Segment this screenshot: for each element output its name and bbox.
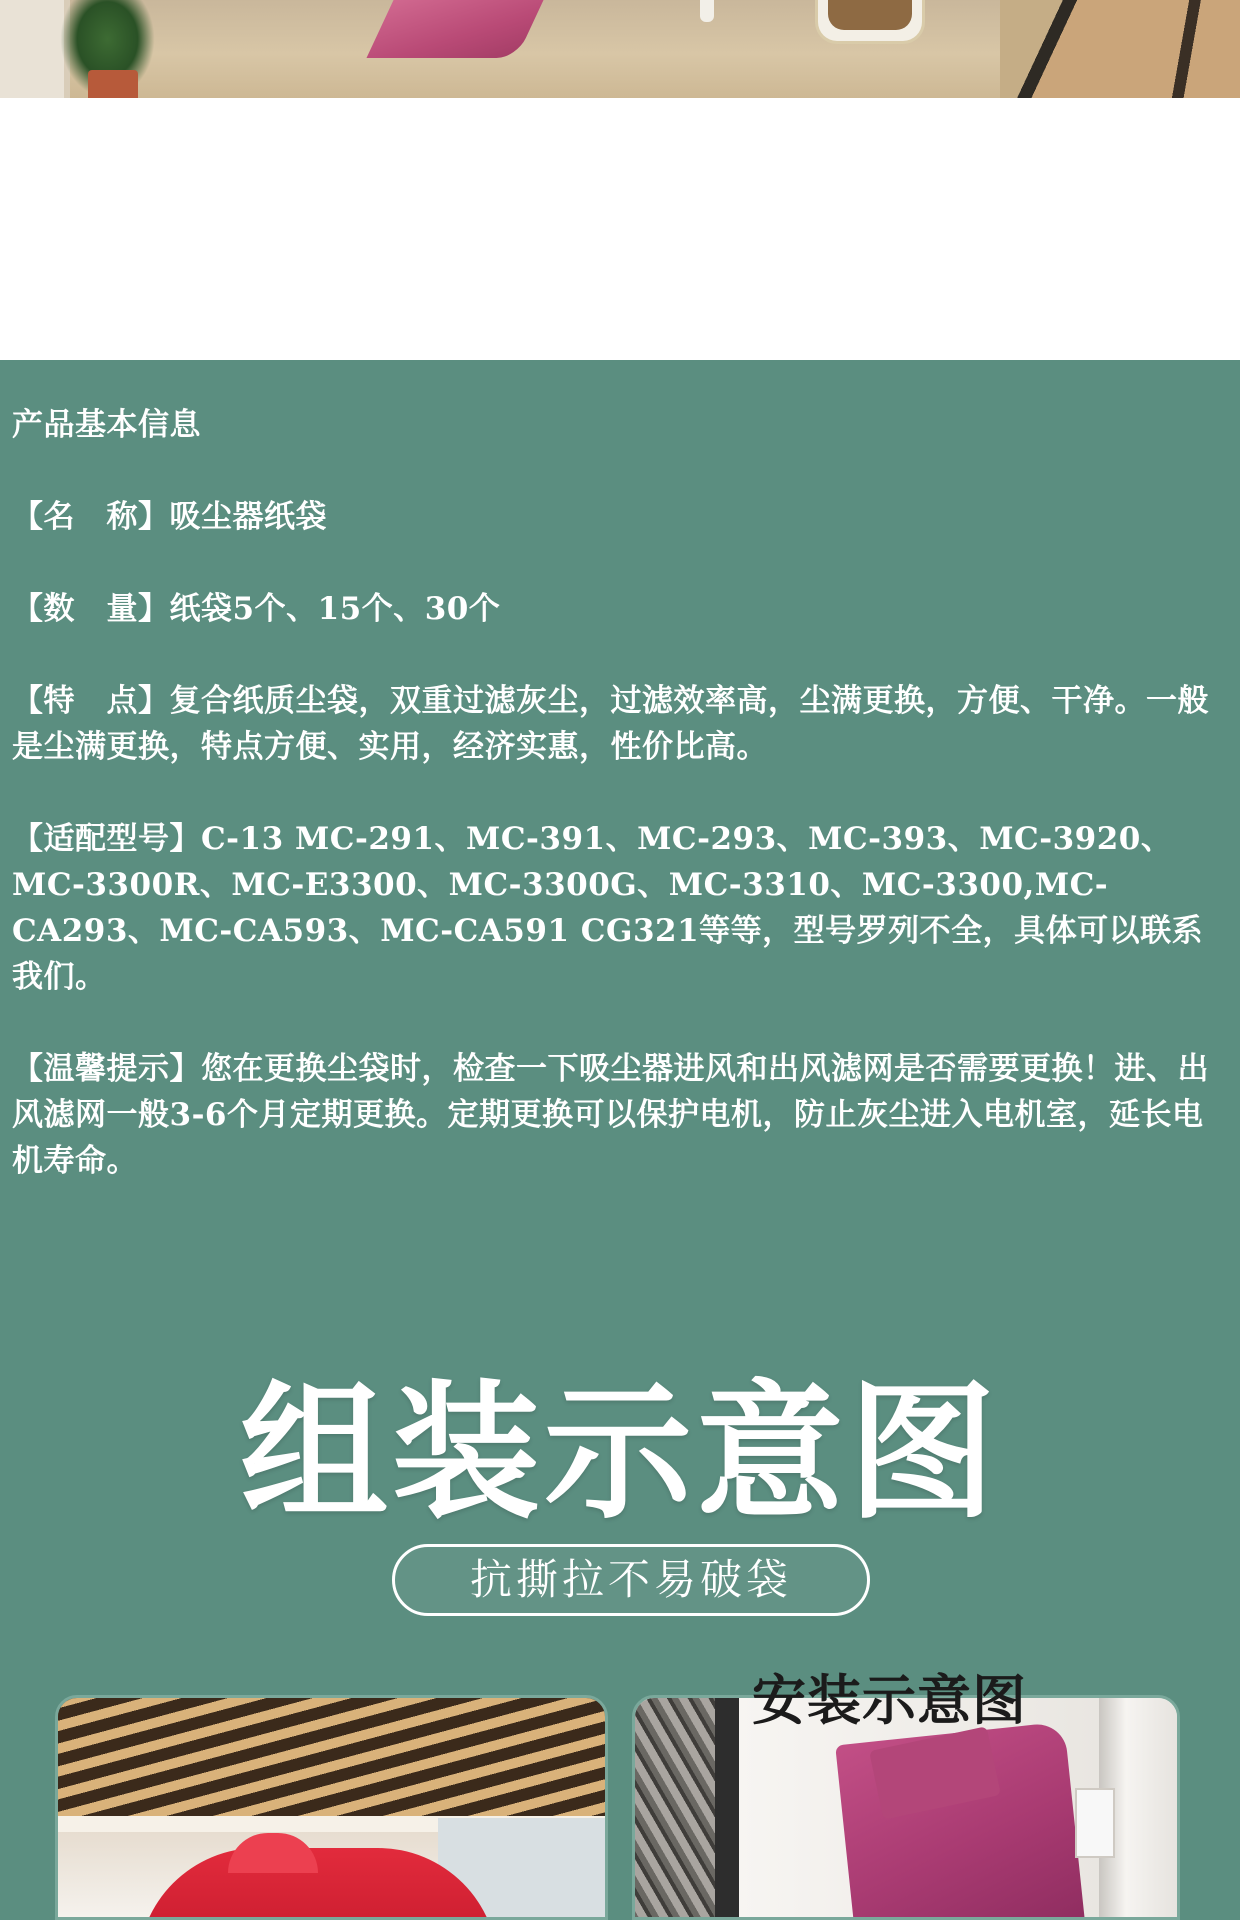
hero-photo bbox=[0, 0, 1240, 98]
info-quantity: 【数 量】纸袋5个、15个、30个 bbox=[12, 591, 501, 627]
info-features: 【特 点】复合纸质尘袋，双重过滤灰尘，过滤效率高，尘满更换，方便、干净。一般是尘满更换，特点方便、实用，经济实惠，性价比高。 bbox=[12, 683, 1209, 765]
info-models: 【适配型号】C-13 MC-291、MC-391、MC-293、MC-393、MC-3920、MC-3300R、MC-E3300、MC-3300G、MC-3310、MC-3300,MC-CA293、MC-CA593、MC-CA591 CG321等等，型号罗列不全，具体可以联系我们。 bbox=[12, 821, 1204, 995]
hero-furniture-leg bbox=[700, 0, 714, 22]
assembly-title: 组装示意图 bbox=[240, 1365, 1000, 1539]
vacuum-photo bbox=[55, 1695, 608, 1920]
ceiling-slats bbox=[58, 1698, 608, 1818]
bag-holder-tab bbox=[1075, 1788, 1115, 1858]
red-vacuum-handle bbox=[228, 1833, 318, 1873]
hero-pink-cloth bbox=[366, 0, 543, 58]
marble-wall bbox=[635, 1698, 715, 1920]
info-name: 【名 称】吸尘器纸袋 bbox=[12, 499, 327, 535]
hero-floor-border bbox=[1160, 0, 1240, 98]
product-info-section bbox=[0, 360, 1240, 1920]
tear-resistant-badge: 抗撕拉不易破袋 bbox=[392, 1544, 870, 1616]
info-tips: 【温馨提示】您在更换尘袋时，检查一下吸尘器进风和出风滤网是否需要更换！进、出风滤网一般3-6个月定期更换。定期更换可以保护电机，防止灰尘进入电机室，延长电机寿命。 bbox=[12, 1051, 1209, 1179]
hero-plant-pot bbox=[88, 70, 138, 98]
product-info-block bbox=[12, 402, 1228, 1184]
installation-label: 安装示意图 bbox=[752, 1669, 1027, 1732]
info-heading: 产品基本信息 bbox=[12, 407, 201, 443]
vacuum-lid-frame bbox=[715, 1698, 739, 1920]
hero-chair-seat bbox=[828, 0, 912, 30]
